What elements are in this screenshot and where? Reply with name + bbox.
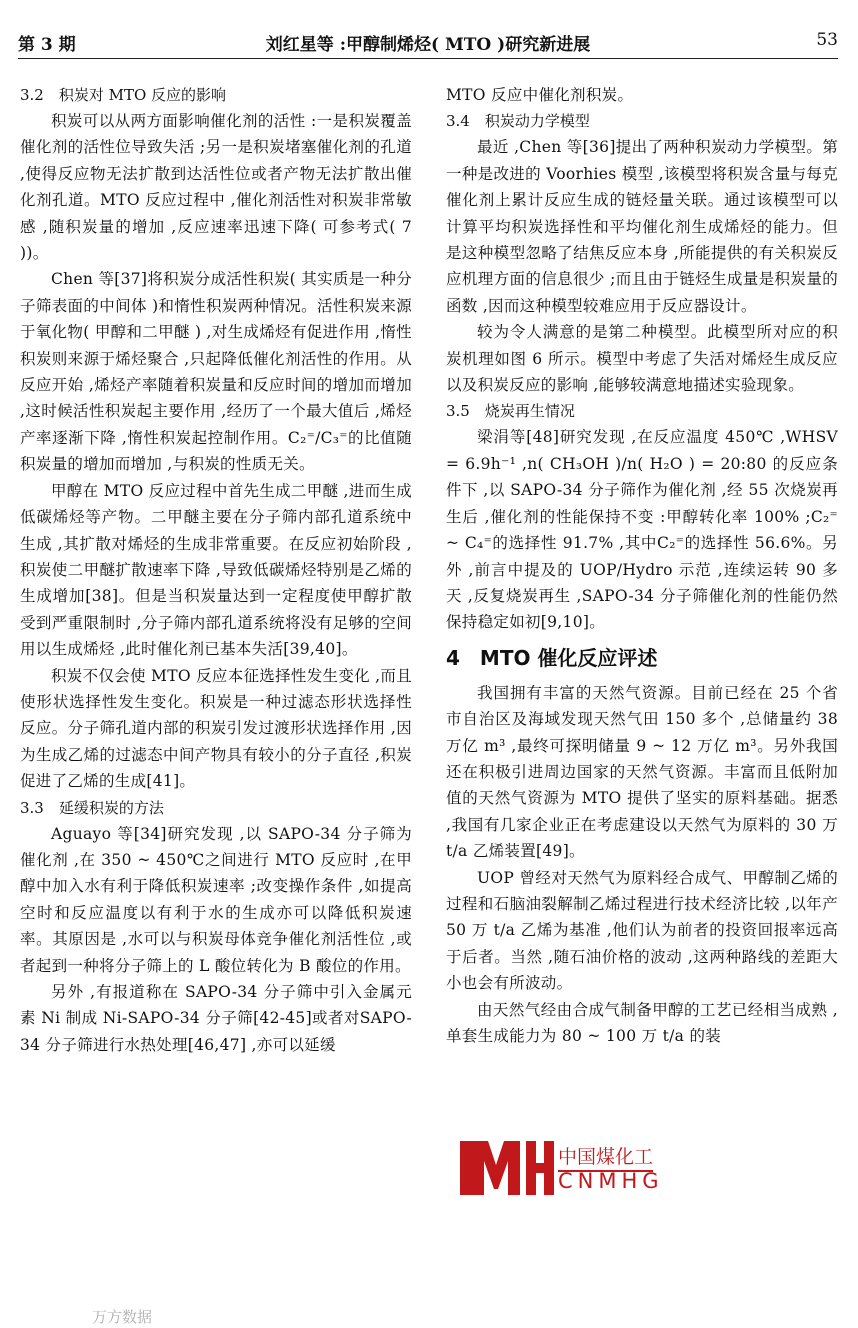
logo-chinese-text: 中国煤化工 [558, 1142, 653, 1172]
section-3-2-title: 3.2 积炭对 MTO 反应的影响 [20, 86, 227, 104]
paragraph: 由天然气经由合成气制备甲醇的工艺已经相当成熟 ,单套生成能力为 80 ~ 100 万 t/a 的装 [446, 1000, 838, 1045]
page-header [18, 30, 838, 55]
section-4-title: 4 MTO 催化反应评述 [446, 645, 658, 670]
section-3-3-title: 3.3 延缓积炭的方法 [20, 798, 164, 817]
paragraph: 梁涓等[48]研究发现 ,在反应温度 450℃ ,WHSV = 6.9h⁻¹ ,n( CH₃OH )/n( H₂O ) = 20:80 的反应条件下 ,以 SAPO-34 分子筛作为催化剂 ,经 55 次烧炭再生后 ,催化剂的性能保持不变 :甲醇转化率 100% ;C₂⁼ ~ C₄⁼的选择性 91.7% ,其中C₂⁼的选择性 56.6%。另外 ,前言中提及的 UOP/Hydro 示范 ,连续运转 90 多天 ,反复烧炭再生 ,SAPO-34 分子筛催化剂的性能仍然保持稳定如初[9,10]。 [446, 428, 838, 632]
cnmhg-watermark-logo [458, 1139, 690, 1197]
paragraph: 积炭不仅会使 MTO 反应本征选择性发生变化 ,而且使形状选择性发生变化。积炭是一种过滤态形状选择性反应。分子筛孔道内部的积炭引发过渡形状选择作用 ,因为生成乙烯的过滤态中间产物具有较小的分子直径 ,积炭促进了乙烯的生成[41]。 [20, 666, 412, 791]
paragraph: Aguayo 等[34]研究发现 ,以 SAPO-34 分子筛为催化剂 ,在 350 ~ 450℃之间进行 MTO 反应时 ,在甲醇中加入水有利于降低积炭速率 ;改变操作条件 ,如提高空时和反应温度以有利于水的生成亦可以降低积炭速率。其原因是 ,水可以与积炭母体竞争催化剂活性位 ,或者起到一种将分子筛上的 L 酸位转化为 B 酸位的作用。 [20, 824, 412, 975]
section-3-5-title: 3.5 烧炭再生情况 [446, 402, 575, 421]
paragraph: Chen 等[37]将积炭分成活性积炭( 其实质是一种分子筛表面的中间体 )和惰性积炭两种情况。活性积炭来源于氧化物( 甲醇和二甲醚 ) ,对生成烯烃有促进作用 ,惰性积炭则来源于烯烃聚合 ,只起降低催化剂活性的作用。从反应开始 ,烯烃产率随着积炭量和反应时间的增加而增加 ,这时候活性积炭起主要作用 ,经历了一个最大值后 ,烯烃产率逐渐下降 ,惰性积炭起控制作用。C₂⁼/C₃⁼的比值随积炭量的增加而增加 ,与积炭的性质无关。 [20, 270, 412, 474]
paragraph: 较为令人满意的是第二种模型。此模型所对应的积炭机理如图 6 所示。模型中考虑了失活对烯烃生成反应以及积炭反应的影响 ,能够较满意地描述实验现象。 [446, 323, 838, 395]
left-column [20, 82, 412, 1328]
paragraph: 最近 ,Chen 等[36]提出了两种积炭动力学模型。第一种是改进的 Voorhies 模型 ,该模型将积炭含量与每克催化剂上累计反应生成的链烃量关联。通过该模型可以计算平均积炭选择性和平均催化剂生成烯烃的能力。但是这种模型忽略了结焦反应本身 ,所能提供的有关积炭反应机理方面的信息很少 ;而且由于链烃生成量是积炭量的函数 ,因而这种模型较难应用于反应器设计。 [446, 138, 838, 315]
paragraph: UOP 曾经对天然气为原料经合成气、甲醇制乙烯的过程和石脑油裂解制乙烯过程进行技术经济比较 ,以年产 50 万 t/a 乙烯为基准 ,他们认为前者的投资回报率远高于后者。当然 ,随石油价格的波动 ,这两种路线的差距大小也会有所波动。 [446, 868, 838, 993]
paragraph-continued: MTO 反应中催化剂积炭。 [446, 86, 634, 104]
header-rule [18, 58, 838, 59]
issue-number: 第 3 期 [18, 35, 76, 55]
paragraph: 我国拥有丰富的天然气资源。目前已经在 25 个省市自治区及海域发现天然气田 150 多个 ,总储量约 38 万亿 m³ ,最终可探明储量 9 ~ 12 万亿 m³。另外我国还在积极引进周边国家的天然气资源。丰富而且低附加值的天然气资源为 MTO 提供了坚实的原料基础。据悉 ,我国有几家企业正在考虑建设以天然气为原料的 30 万 t/a 乙烯装置[49]。 [446, 683, 838, 861]
paragraph: 甲醇在 MTO 反应过程中首先生成二甲醚 ,进而生成低碳烯烃等产物。二甲醚主要在分子筛内部孔道系统中生成 ,其扩散对烯烃的生成非常重要。在反应初始阶段 ,积炭使二甲醚扩散速率下降 ,导致低碳烯烃特别是乙烯的生成增加[38]。但是当积炭量达到一定程度使甲醇扩散受到严重限制时 ,分子筛内部孔道系统将没有足够的空间用以生成烯烃 ,此时催化剂已基本失活[39,40]。 [20, 481, 412, 659]
paragraph: 积炭可以从两方面影响催化剂的活性 :一是积炭覆盖催化剂的活性位导致失活 ;另一是积炭堵塞催化剂的孔道 ,使得反应物无法扩散到达活性位或者产物无法扩散出催化剂孔道。MTO 反应过程中 ,催化剂活性对积炭非常敏感 ,随积炭量的增加 ,反应速率迅速下降( 可参考式( 7 ))。 [20, 112, 412, 263]
page-number: 53 [816, 30, 838, 50]
database-watermark: 万方数据 [92, 1308, 153, 1326]
paragraph: 另外 ,有报道称在 SAPO-34 分子筛中引入金属元素 Ni 制成 Ni-SAPO-34 分子筛[42-45]或者对SAPO-34 分子筛进行水热处理[46,47] ,亦可以延缓 [20, 983, 412, 1054]
section-3-4-title: 3.4 积炭动力学模型 [446, 112, 590, 131]
mh-logo-icon [458, 1139, 554, 1197]
running-title: 刘红星等 :甲醇制烯烃( MTO )研究新进展 [265, 35, 591, 55]
logo-english-text: CNMHG [558, 1169, 664, 1193]
